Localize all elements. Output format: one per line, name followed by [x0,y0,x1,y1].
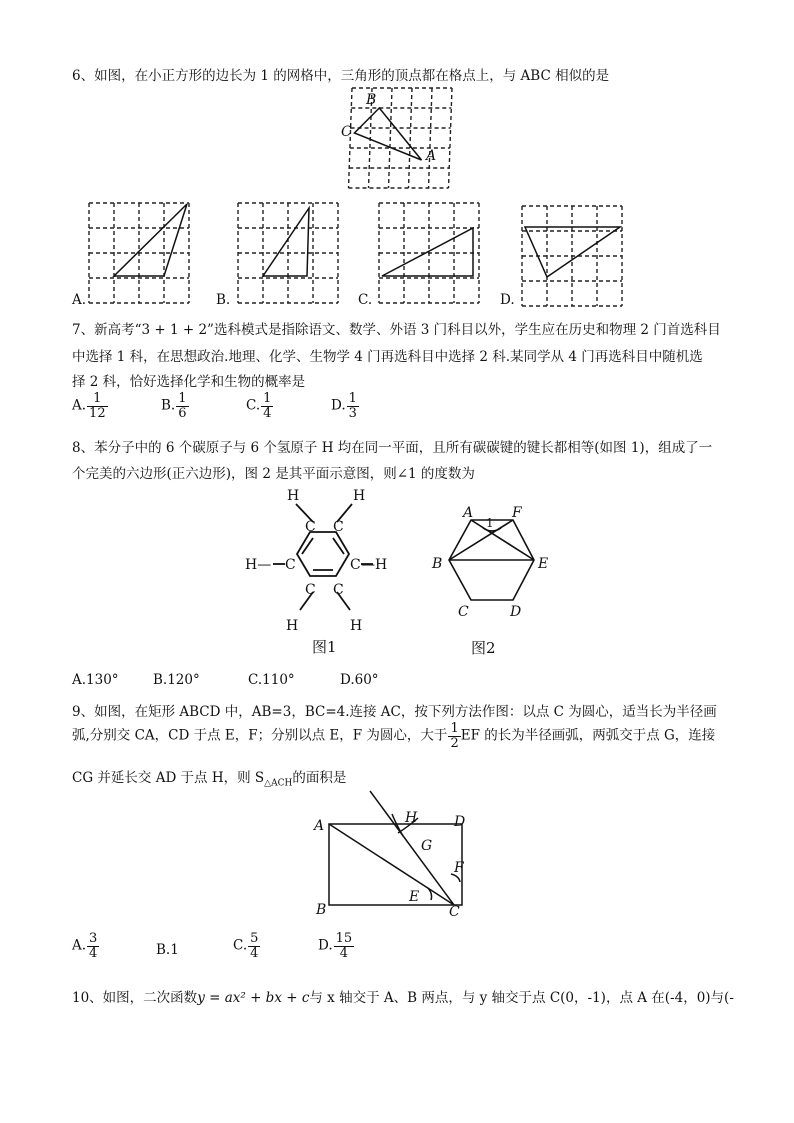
q9-line-1: 9、如图，在矩形 ABCD 中，AB=3，BC=4.连接 AC，按下列方法作图：以点 C 为圆心，适当长为半径画 [72,704,717,720]
q6-label-c: C [341,124,352,140]
q9-line-3-sub: △ACH [264,778,293,789]
rect-label-f: F [454,860,464,876]
q9-line-2-pre: 弧,分别交 CA，CD 于点 E，F；分别以点 E，F 为圆心，大于 [72,727,448,744]
q8-line-2: 个完美的六边形(正六边形)，图 2 是其平面示意图，则∠1 的度数为 [72,466,475,482]
q9-option-a-num: 3 [89,931,98,946]
q9-option-c-den: 4 [250,945,259,961]
q8-hexagon-figure [425,500,565,660]
q6-option-a-figure [88,202,190,304]
q10-pre: 10、如图，二次函数 [72,990,198,1006]
q9-half-den: 2 [450,735,459,751]
q8-benzene-figure [240,484,415,660]
benzene-c-right: C [350,557,361,573]
q9-option-b[interactable]: B.1 [156,942,179,958]
q9-option-d-num: 15 [335,931,353,946]
q7-option-b-den: 6 [178,405,187,421]
hex-label-c: C [458,604,469,620]
q7-option-a[interactable] [72,392,108,420]
q7-option-a-den: 12 [89,405,106,421]
hex-label-f: F [512,505,522,521]
hex-label-d: D [510,604,522,620]
q9-option-d[interactable] [318,932,354,960]
q7-option-b-label: B. [161,397,176,414]
hex-label-e: E [538,556,549,572]
q9-line-3 [72,766,346,789]
q7-option-c-num: 1 [263,391,272,406]
q6-reference-figure [340,84,460,189]
hex-label-a: A [463,505,474,521]
q9-option-a-label: A. [72,937,87,954]
q7-line-2: 中选择 1 科，在思想政治.地理、化学、生物学 4 门再选科目中选择 2 科.某同学从 4 门再选科目中随机选 [72,349,703,365]
q9-option-c[interactable] [233,932,260,960]
q7-option-b-fraction [176,392,188,420]
q9-option-a-den: 4 [89,945,98,961]
rect-label-h: H [405,810,418,826]
benzene-c-top-right: C [333,519,344,535]
q9-option-c-label: C. [233,937,248,954]
q6-option-c[interactable]: C. [358,292,373,308]
q7-line-1: 7、新高考“3 + 1 + 2”选科模式是指除语文、数学、外语 3 门科目以外，学生应在历史和物理 2 门首选科目 [72,322,721,338]
benzene-h-bottom-right: H [350,618,363,634]
q7-option-a-num: 1 [87,392,108,407]
benzene-c-bottom-left: C [305,582,316,598]
hex-angle-1: 1 [486,516,494,530]
q8-option-a[interactable]: A.130° [72,672,119,688]
benzene-c-bottom-right: C [333,582,344,598]
hexagon-caption: 图2 [471,639,496,657]
q7-option-b-num: 1 [178,391,187,406]
benzene-h-bottom-left: H [286,618,299,634]
q6-option-b[interactable]: B. [216,292,231,308]
q8-option-d[interactable]: D.60° [340,672,379,688]
q9-option-d-fraction [334,932,355,960]
q6-option-d-figure [521,205,623,307]
q9-half-num: 1 [450,721,459,736]
q6-label-a: A [426,148,437,164]
benzene-c-left: C [285,557,296,573]
q10-post: 与 x 轴交于 A、B 两点，与 y 轴交于点 C(0，-1)，点 A 在(-4，0)与(- [309,990,734,1006]
q7-option-d-num: 1 [348,391,357,406]
q7-option-c-den: 4 [263,405,272,421]
q9-option-d-den: 4 [339,945,349,961]
q7-line-3: 择 2 科，恰好选择化学和生物的概率是 [72,374,306,390]
q8-option-b[interactable]: B.120° [153,672,200,688]
q7-option-d-label: D. [331,397,346,414]
rect-label-e: E [409,889,420,905]
q10-line-1 [72,986,734,1006]
q9-line-2-post: EF 的长为半径画弧，两弧交于点 G，连接 [460,727,716,744]
q10-formula: y = ax² + bx + c [197,990,310,1006]
q8-option-c[interactable]: C.110° [248,672,295,688]
q7-option-b[interactable] [161,392,189,420]
rect-label-g: G [421,838,433,854]
q7-option-c-label: C. [246,397,261,414]
benzene-h-top-right: H [353,488,366,504]
q9-line-2 [72,722,715,750]
q9-rectangle-figure [310,788,480,918]
hex-label-b: B [432,556,443,572]
q6-option-b-figure [237,202,339,304]
benzene-h-left: H— [245,557,272,573]
q6-text: 6、如图，在小正方形的边长为 1 的网格中，三角形的顶点都在格点上，与 ABC 相似的是 [72,68,610,84]
q7-option-c[interactable] [246,392,273,420]
benzene-h-right: —H [361,557,388,573]
q6-option-c-figure [378,202,480,304]
benzene-caption: 图1 [312,638,337,656]
rect-label-d: D [454,814,466,830]
rect-label-a: A [314,818,325,834]
q7-option-d-den: 3 [348,405,357,421]
q9-option-c-fraction [248,932,260,960]
q7-option-d-fraction [347,392,359,420]
q6-label-b: B [366,92,377,108]
q7-option-d[interactable] [331,392,359,420]
benzene-c-top-left: C [305,519,316,535]
q9-line-3-post: 的面积是 [292,770,347,786]
q9-line-3-pre: CG 并延长交 AD 于点 H，则 S [72,770,265,786]
q6-option-d[interactable]: D. [500,292,515,308]
q7-option-a-fraction [87,392,108,420]
q7-option-c-fraction [261,392,273,420]
q9-option-d-label: D. [318,937,333,954]
q9-option-a-fraction [87,932,99,960]
q9-option-c-num: 5 [250,931,259,946]
q8-line-1: 8、苯分子中的 6 个碳原子与 6 个氢原子 H 均在同一平面，且所有碳碳键的键长都相等(如图 1)，组成了一 [72,440,713,456]
q7-option-a-label: A. [72,397,87,414]
q9-option-a[interactable] [72,932,99,960]
benzene-h-top-left: H [287,488,300,504]
q9-half-fraction [448,722,460,750]
q6-option-a[interactable]: A. [72,292,87,308]
rect-label-b: B [316,902,327,918]
rect-label-c: C [449,904,460,920]
